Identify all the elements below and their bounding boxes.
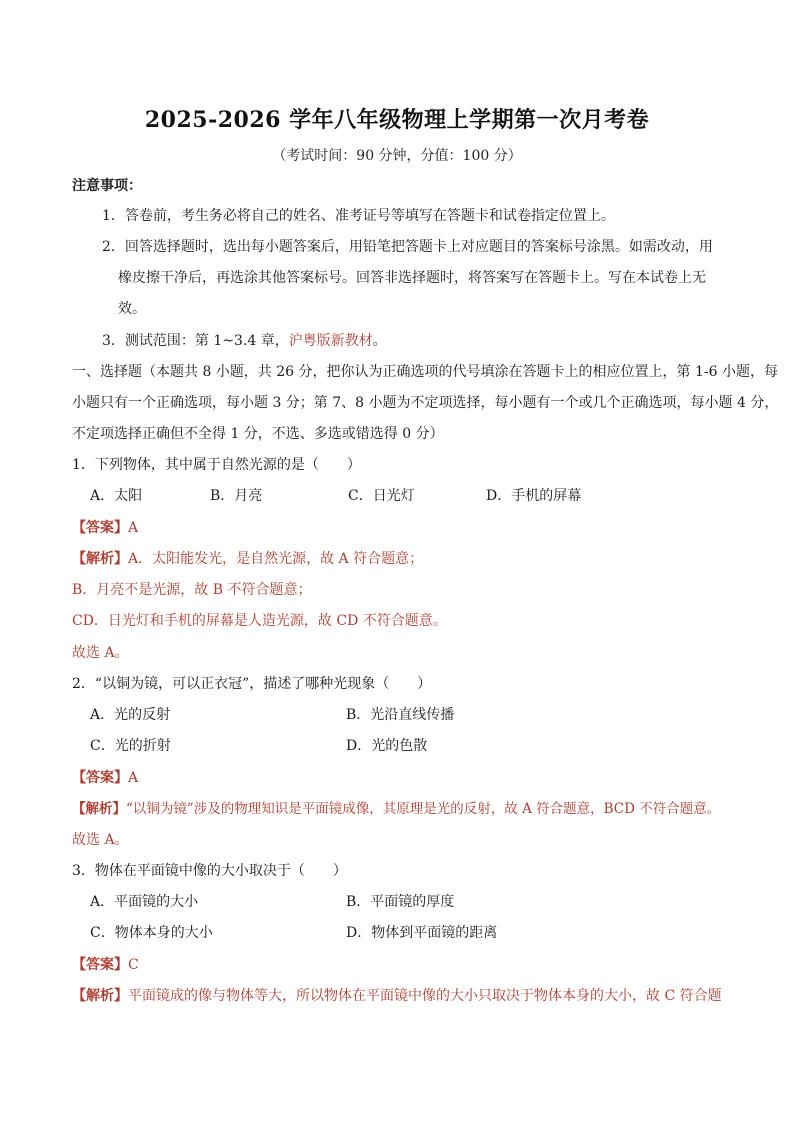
q2-answer-value: A bbox=[128, 770, 139, 786]
q1-option-b: B．月亮 bbox=[210, 488, 263, 504]
q1-analysis-tag: 【解析】 bbox=[72, 551, 128, 567]
notice-item-1: 1．答卷前，考生务必将自己的姓名、准考证号等填写在答题卡和试卷指定位置上。 bbox=[102, 208, 615, 224]
q2-answer bbox=[72, 768, 138, 788]
q2-analysis-tag: 【解析】 bbox=[72, 801, 126, 817]
q2-analysis-line-1: “以铜为镜”涉及的物理知识是平面镜成像，其原理是光的反射，故 A 符合题意，BCD 不符合题意。 bbox=[126, 801, 721, 817]
notice-item-3 bbox=[102, 331, 387, 351]
section-intro-line-3: 不定项选择正确但不全得 1 分，不选、多选或错选得 0 分） bbox=[72, 426, 444, 442]
q1-answer bbox=[72, 518, 138, 538]
q3-analysis-line-1: 平面镜成的像与物体等大，所以物体在平面镜中像的大小只取决于物体本身的大小，故 C 符合题 bbox=[128, 988, 722, 1004]
q2-option-a: A．光的反射 bbox=[90, 707, 171, 723]
section-intro-line-1: 一、选择题（本题共 8 小题，共 26 分，把你认为正确选项的代号填涂在答题卡上的相应位置上，第 1-6 小题，每 bbox=[72, 364, 778, 380]
notice-heading: 注意事项： bbox=[72, 178, 142, 194]
q3-option-b: B．平面镜的厚度 bbox=[346, 894, 455, 910]
q3-option-c: C．物体本身的大小 bbox=[90, 925, 213, 941]
q1-option-d: D．手机的屏幕 bbox=[486, 488, 582, 504]
q2-stem: 2．“以铜为镜，可以正衣冠”，描述了哪种光现象（ ） bbox=[72, 676, 432, 692]
q1-analysis-line-4: 故选 A。 bbox=[72, 645, 129, 661]
q1-answer-tag: 【答案】 bbox=[72, 520, 128, 536]
q1-option-c: C．日光灯 bbox=[348, 488, 415, 504]
q3-answer-tag: 【答案】 bbox=[72, 957, 128, 973]
q3-analysis bbox=[72, 986, 722, 1006]
q3-answer bbox=[72, 955, 139, 975]
q3-analysis-tag: 【解析】 bbox=[72, 988, 128, 1004]
q3-stem: 3．物体在平面镜中像的大小取决于（ ） bbox=[72, 863, 347, 879]
q2-answer-tag: 【答案】 bbox=[72, 770, 128, 786]
q1-answer-value: A bbox=[128, 520, 139, 536]
q1-analysis bbox=[72, 549, 423, 569]
q3-answer-value: C bbox=[128, 957, 139, 973]
q1-analysis-line-3: CD．日光灯和手机的屏幕是人造光源，故 CD 不符合题意。 bbox=[72, 613, 447, 629]
q2-option-d: D．光的色散 bbox=[346, 738, 428, 754]
exam-subtitle: （考试时间：90 分钟，分值：100 分） bbox=[272, 148, 522, 164]
notice-item-2-line-3: 效。 bbox=[118, 301, 146, 317]
q3-option-d: D．物体到平面镜的距离 bbox=[346, 925, 498, 941]
q2-option-b: B．光沿直线传播 bbox=[346, 707, 455, 723]
q1-analysis-line-1: A．太阳能发光，是自然光源，故 A 符合题意； bbox=[128, 551, 424, 567]
notice-item-3-suffix: 。 bbox=[372, 333, 387, 349]
q1-option-a: A．太阳 bbox=[90, 488, 143, 504]
notice-item-2-line-1: 2．回答选择题时，选出每小题答案后，用铅笔把答题卡上对应题目的答案标号涂黑。如需改动，用 bbox=[102, 239, 713, 255]
notice-item-3-highlight: 沪粤版新教材 bbox=[288, 333, 373, 349]
q2-analysis bbox=[72, 799, 720, 819]
notice-item-2-line-2: 橡皮擦干净后，再选涂其他答案标号。回答非选择题时，将答案写在答题卡上。写在本试卷上无 bbox=[118, 270, 706, 286]
q2-analysis-line-2: 故选 A。 bbox=[72, 832, 129, 848]
exam-title: 2025-2026 学年八年级物理上学期第一次月考卷 bbox=[144, 107, 650, 133]
notice-item-3-text: 3．测试范围：第 1~3.4 章， bbox=[102, 333, 289, 349]
section-intro-line-2: 小题只有一个正确选项，每小题 3 分；第 7、8 小题为不定项选择，每小题有一个或几个正确选项，每小题 4 分， bbox=[72, 395, 779, 411]
q2-option-c: C．光的折射 bbox=[90, 738, 171, 754]
q1-analysis-line-2: B．月亮不是光源，故 B 不符合题意； bbox=[72, 582, 312, 598]
q1-stem: 1．下列物体，其中属于自然光源的是（ ） bbox=[72, 457, 361, 473]
q3-option-a: A．平面镜的大小 bbox=[90, 894, 199, 910]
